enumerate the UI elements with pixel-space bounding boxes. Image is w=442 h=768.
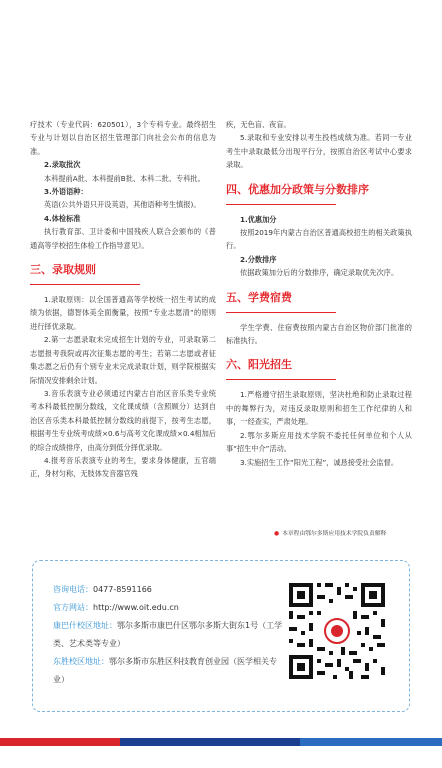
bonus-heading: 1.优惠加分 bbox=[240, 214, 277, 224]
rule-1: 1.录取原则：以全国普通高等学校统一招生考试的成绩为依据，德智体美全面衡量，按照“专业志愿清”的原则进行择优录取。 bbox=[30, 295, 216, 331]
sunshine-1: 1.严格遵守招生录取原则，坚决杜绝和防止录取过程中的舞弊行为，对违反录取原则和招生工作纪律的人和事，一经查实，严肃处理。 bbox=[226, 390, 412, 427]
bullet-icon: ● bbox=[274, 531, 280, 537]
rank-text: 依据政策加分后的分数排序，确定录取优先次序。 bbox=[240, 268, 399, 278]
website-label: 官方网站： bbox=[53, 603, 93, 612]
rule-3: 3.音乐表演专业必须通过内蒙古自治区音乐类专业统考本科最低控制分数线，文化课成绩（含照顾分）达到自治区音乐类本科最低控制分数线的前提下，按考生志愿，根据考生专业统考成绩×0.6与高考文化课成绩×0.4相加后的综合成绩排序，由高分到低分择优录取。 bbox=[30, 388, 216, 452]
health-text: 执行教育部、卫计委和中国残疾人联合会颁布的《普通高等学校招生体检工作指导意见》。 bbox=[30, 227, 216, 250]
contact-lines bbox=[53, 581, 283, 689]
contact-box bbox=[32, 560, 410, 712]
footer-bottom bbox=[0, 746, 442, 768]
campus1-line bbox=[53, 617, 283, 653]
language-heading: 3.外语语种： bbox=[44, 187, 88, 197]
campus2-label: 东胜校区地址： bbox=[53, 657, 109, 666]
phone-value[interactable]: 0477-8591166 bbox=[93, 585, 152, 594]
campus1-address: 鄂尔多斯市康巴什区鄂尔多斯大街东1号（工学类、艺术类等专业） bbox=[53, 621, 283, 648]
footnote bbox=[274, 528, 386, 537]
footer-band-light-blue bbox=[300, 738, 442, 746]
footer-band-red bbox=[0, 738, 120, 746]
rule-5: 5.录取和专业安排以考生投档成绩为准。若同一专业考生中录取最低分出现平行分，按照自治区考试中心要求录取。 bbox=[226, 133, 412, 170]
right-column bbox=[226, 118, 412, 469]
sunshine-2: 2.鄂尔多斯应用技术学院不委托任何单位和个人从事“招生中介”活动。 bbox=[226, 430, 412, 454]
section-3-title: 三、录取规则 bbox=[30, 262, 216, 285]
campus2-address: 鄂尔多斯市东胜区科技教育创业园（医学相关专业） bbox=[53, 657, 277, 684]
intro-paragraph: 疗技术（专业代码：620501），3个专科专业。最终招生专业与计划以自治区招生管理部门向社会公布的信息为准。 bbox=[30, 120, 216, 156]
qr-code-icon[interactable] bbox=[287, 581, 387, 681]
health-heading: 4.体检标准 bbox=[44, 213, 81, 223]
sunshine-3: 3.实施招生工作“阳光工程”，诚恳接受社会监督。 bbox=[240, 457, 399, 467]
rank-heading: 2.分数排序 bbox=[240, 254, 277, 264]
website-link[interactable]: http://www.oit.edu.cn bbox=[93, 603, 179, 612]
left-column bbox=[30, 118, 216, 481]
section-5-title: 五、学费宿费 bbox=[226, 290, 412, 313]
phone-label: 咨询电话： bbox=[53, 585, 93, 594]
website-line bbox=[53, 599, 283, 617]
section-4-title: 四、优惠加分政策与分数排序 bbox=[226, 182, 412, 205]
batch-text: 本科提前A批、本科提前B批、本科二批、专科批。 bbox=[44, 173, 205, 183]
campus1-label: 康巴什校区地址： bbox=[53, 621, 117, 630]
footnote-text: 本章程由鄂尔多斯应用技术学院负责解释 bbox=[282, 531, 387, 537]
rule-4: 4.报考音乐表演专业的考生，要求身体健康，五官端正，身材匀称，无肢体发音器官残 bbox=[30, 455, 216, 479]
language-text: 英语(公共外语只开设英语，其他语种考生慎报)。 bbox=[44, 200, 201, 210]
bonus-text: 按照2019年内蒙古自治区普通高校招生的相关政策执行。 bbox=[226, 228, 412, 251]
rule-2: 2.第一志愿录取未完成招生计划的专业，可录取第二志愿报考我院或再次征集志愿的考生；若第二志愿或者征集志愿之后仍有个别专业未完成录取计划，则学院根据实际情况安排剩余计划。 bbox=[30, 335, 216, 385]
section-6-title: 六、阳光招生 bbox=[226, 357, 412, 380]
phone-line bbox=[53, 581, 283, 599]
fee-text: 学生学费、住宿费按照内蒙古自治区物价部门批准的标准执行。 bbox=[226, 322, 412, 346]
rule-4-continued: 疾，无色盲、夜盲。 bbox=[226, 120, 291, 129]
batch-heading: 2.录取批次 bbox=[44, 160, 81, 170]
campus2-line bbox=[53, 653, 283, 689]
